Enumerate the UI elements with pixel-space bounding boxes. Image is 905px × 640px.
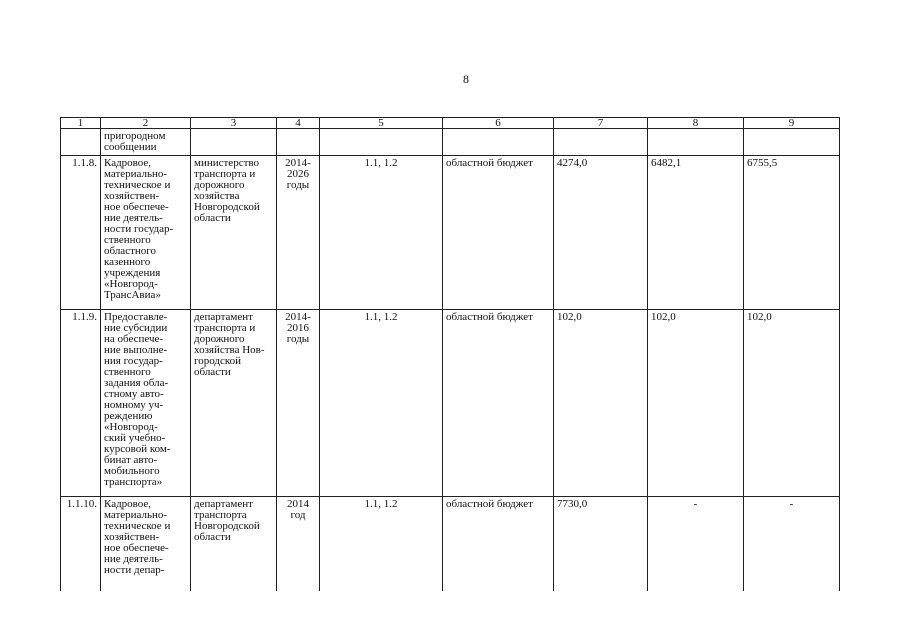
row-number: 1.1.8. — [61, 156, 101, 310]
targets-cell: 1.1, 1.2 — [320, 310, 443, 497]
period-cell — [277, 156, 320, 310]
executor: министерство транспорта и дорожного хозяйства Новгородской области — [194, 157, 260, 224]
name-cell — [101, 497, 191, 591]
header-cell: 9 — [744, 118, 840, 129]
executor-cell — [191, 497, 277, 591]
source-cell: областной бюджет — [443, 310, 554, 497]
period: 2014- 2016 годы — [285, 311, 311, 345]
period-cell — [277, 310, 320, 497]
activity-name: Кадровое, материально- техническое и хозяйствен- ное обеспече- ние деятель- ности депар- — [104, 498, 171, 576]
value-cell — [744, 129, 840, 156]
header-cell: 6 — [443, 118, 554, 129]
header-row — [61, 118, 840, 129]
activity-name: Кадровое, материально- техническое и хозяйствен- ное обеспече- ние деятель- ности государ- ственного областного казенного учреждения «Новгород- ТрансАвиа» — [104, 157, 174, 301]
executor-cell — [191, 156, 277, 310]
number-cell — [61, 129, 101, 156]
name-cell — [101, 310, 191, 497]
value-col9: 6755,5 — [744, 156, 840, 310]
targets-cell: 1.1, 1.2 — [320, 156, 443, 310]
table-row — [61, 497, 840, 591]
header-cell: 2 — [101, 118, 191, 129]
executor: департамент транспорта Новгородской области — [194, 498, 260, 543]
value-col9: - — [744, 497, 840, 591]
period: 2014- 2026 годы — [285, 157, 311, 191]
executor: департамент транспорта и дорожного хозяйства Нов- городской области — [194, 311, 265, 378]
header-cell: 8 — [648, 118, 744, 129]
header-cell: 7 — [554, 118, 648, 129]
period-cell — [277, 497, 320, 591]
activity-name: Предоставле- ние субсидии на обеспече- ние выполне- ния государ- ственного задания обла- стному авто- номному уч- реждению «Новгород- ский учебно- курсовой ком- бинат авто- мобильного транспорта» — [104, 311, 171, 488]
targets-cell — [320, 129, 443, 156]
budget-table — [60, 117, 840, 591]
value-col7: 4274,0 — [554, 156, 648, 310]
value-col7: 7730,0 — [554, 497, 648, 591]
source-cell — [443, 129, 554, 156]
source-cell: областной бюджет — [443, 497, 554, 591]
targets-cell: 1.1, 1.2 — [320, 497, 443, 591]
value-cell — [648, 129, 744, 156]
row-number: 1.1.9. — [61, 310, 101, 497]
source-cell: областной бюджет — [443, 156, 554, 310]
name-cell — [101, 129, 191, 156]
value-col8: 6482,1 — [648, 156, 744, 310]
header-cell: 5 — [320, 118, 443, 129]
value-cell — [554, 129, 648, 156]
period: 2014 год — [287, 498, 309, 521]
table-row — [61, 310, 840, 497]
executor-cell — [191, 129, 277, 156]
value-col8: 102,0 — [648, 310, 744, 497]
header-cell: 1 — [61, 118, 101, 129]
value-col7: 102,0 — [554, 310, 648, 497]
value-col8: - — [648, 497, 744, 591]
header-cell: 4 — [277, 118, 320, 129]
continuation-row — [61, 129, 840, 156]
period-cell — [277, 129, 320, 156]
name-cell — [101, 156, 191, 310]
row-number: 1.1.10. — [61, 497, 101, 591]
page-number: 8 — [463, 72, 469, 86]
executor-cell — [191, 310, 277, 497]
activity-name: пригородном сообщении — [104, 130, 166, 153]
value-col9: 102,0 — [744, 310, 840, 497]
table-row — [61, 156, 840, 310]
header-cell: 3 — [191, 118, 277, 129]
